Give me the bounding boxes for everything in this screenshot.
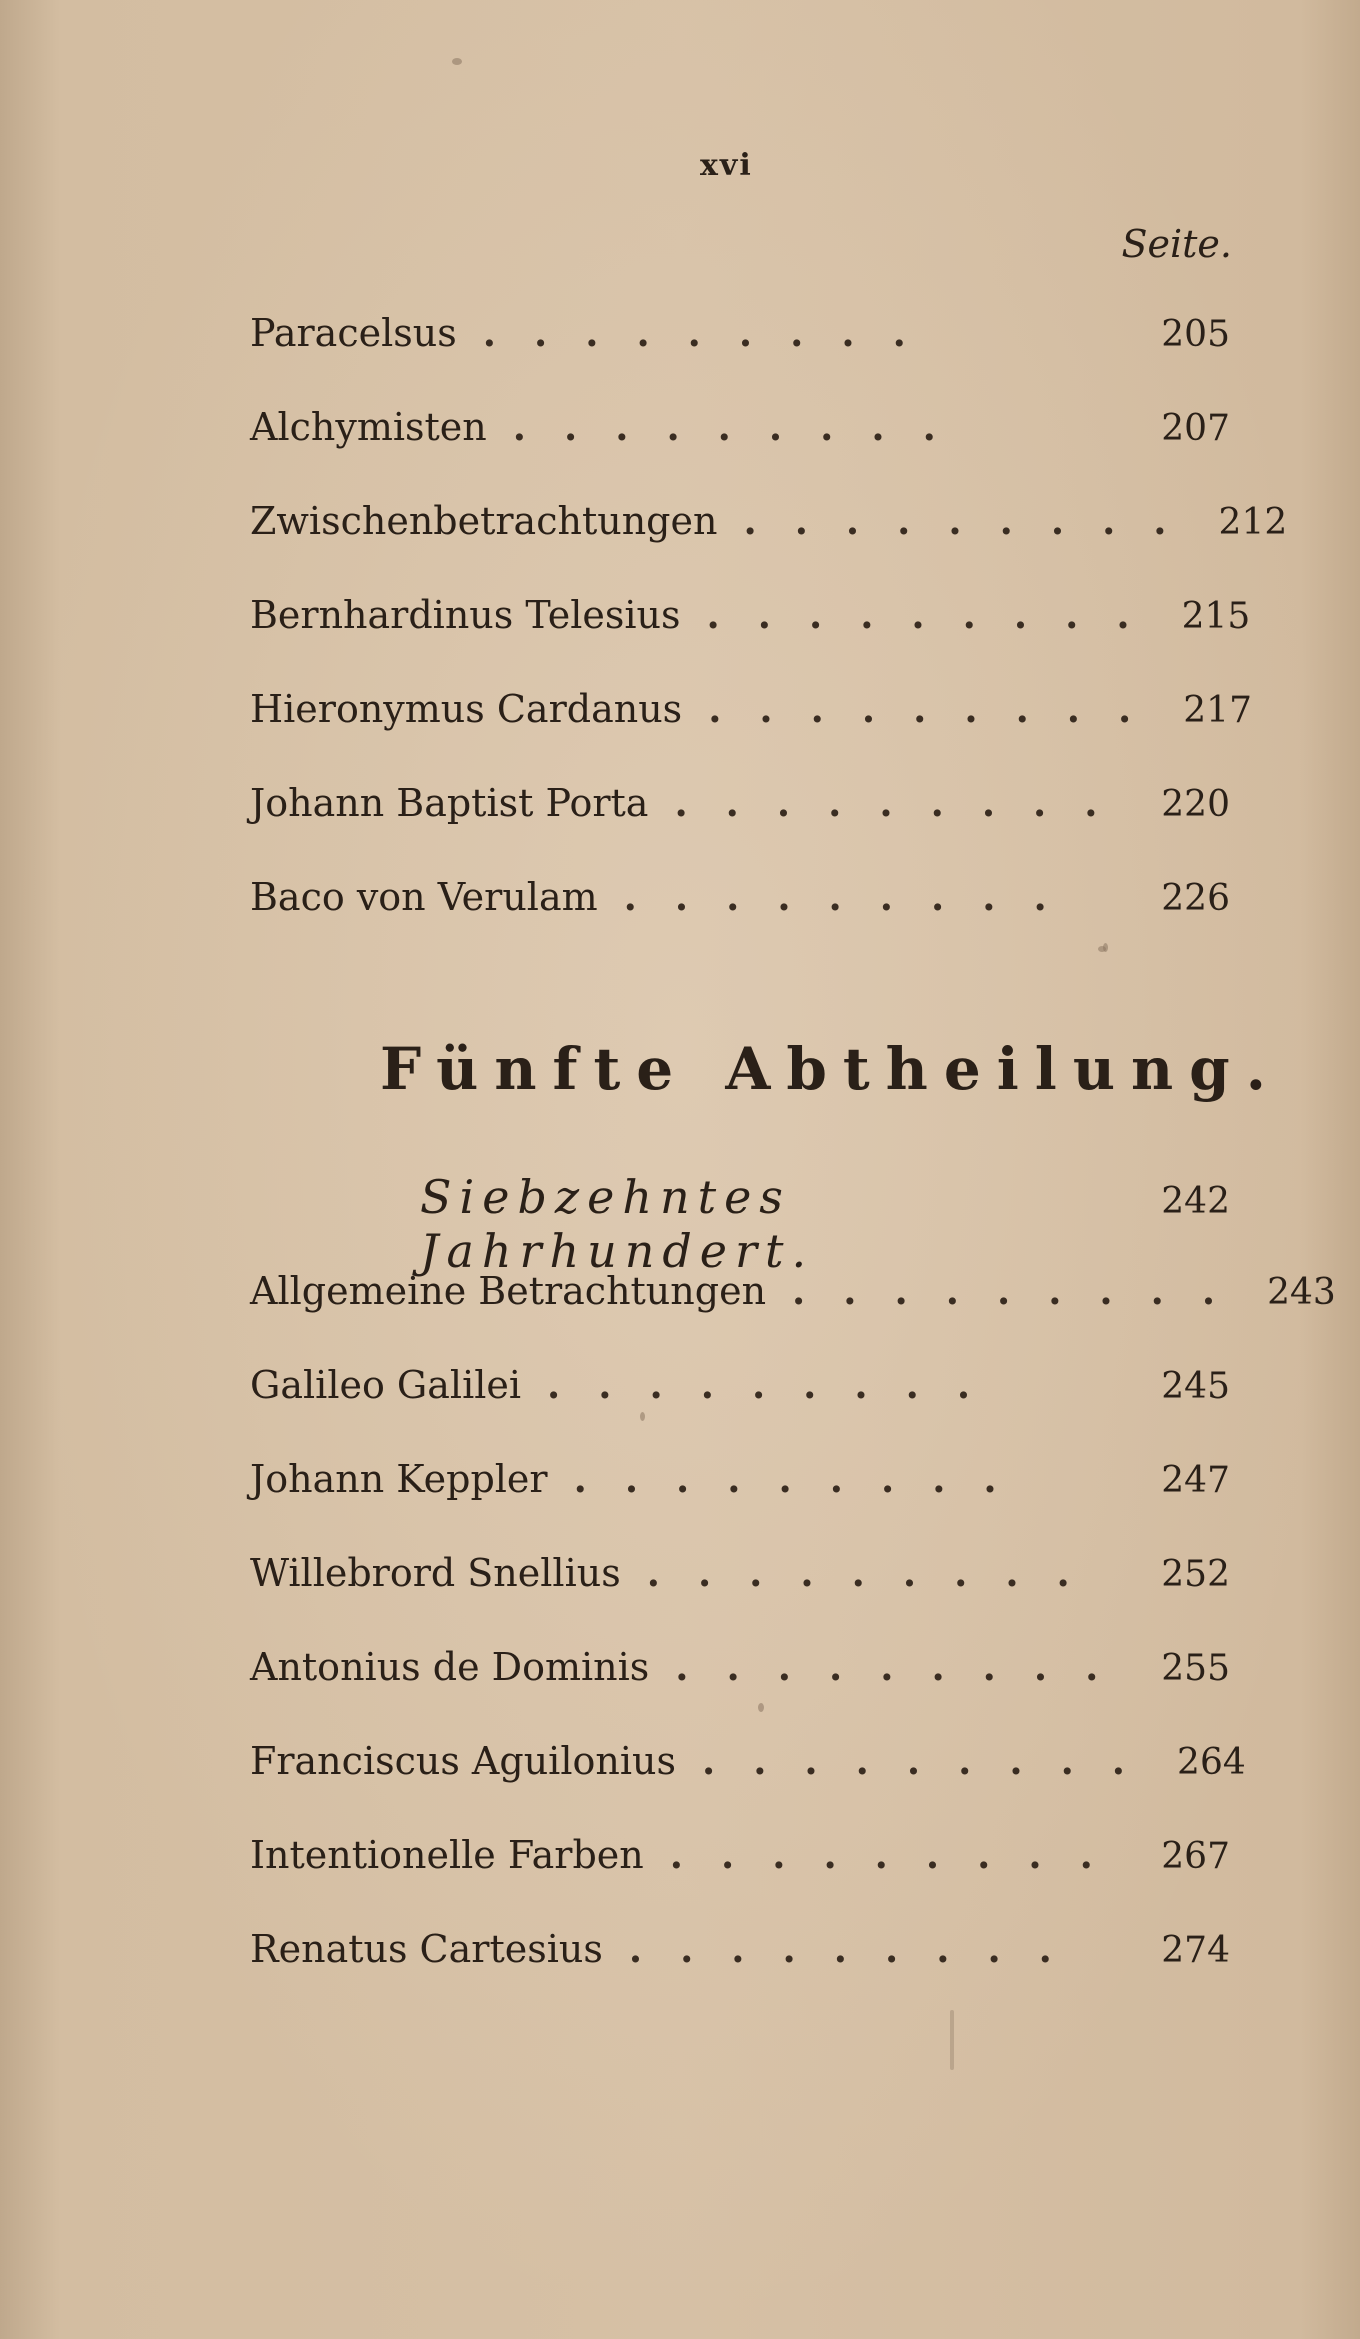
toc-entry [250,1926,1230,1986]
dot-leader: ......... [547,1362,1009,1407]
paper-speck [758,1703,764,1712]
dot-leader: ......... [512,404,974,449]
toc-entry-title: Paracelsus [250,311,457,355]
page-number: xvi [700,148,753,183]
toc-entry-title: Galileo Galilei [250,1363,522,1407]
dot-leader: ......... [669,1832,1131,1877]
dot-leader: ......... [701,1738,1164,1783]
toc-entry-title: Franciscus Aguilonius [250,1739,676,1783]
toc-entry-title: Willebrord Snellius [250,1551,621,1595]
toc-entry-title: Alchymisten [250,405,487,449]
toc-entry [250,1832,1230,1892]
toc-entry-page: 215 [1181,596,1251,637]
toc-entry-page: 212 [1218,502,1288,543]
toc-entry-title: Hieronymus Cardanus [250,687,683,731]
toc-entry-page: 274 [1161,1930,1230,1971]
toc-entry-page: 255 [1161,1648,1230,1689]
toc-entry-page: 245 [1161,1366,1230,1407]
dot-leader: ......... [628,1926,1090,1971]
dot-leader: ......... [674,780,1136,825]
toc-entry [250,592,1251,652]
dot-leader: ......... [623,874,1085,919]
dot-leader: ......... [792,1268,1254,1313]
paper-speck [452,58,462,65]
dot-leader: ......... [743,498,1205,543]
toc-entry [250,1644,1230,1704]
toc-entry [250,1550,1230,1610]
division-heading: Fünfte Abtheilung. [380,1035,1282,1103]
division-subtitle-page: 242 [1161,1181,1230,1222]
toc-entry-title: Antonius de Dominis [250,1645,650,1689]
toc-entry [250,1362,1230,1422]
toc-entry-title: Johann Keppler [250,1457,548,1501]
toc-entry-title: Baco von Verulam [250,875,598,919]
toc-entry-page: 220 [1161,784,1230,825]
toc-entry [250,1268,1336,1328]
toc-entry-page: 217 [1183,690,1252,731]
toc-entry-page: 226 [1161,878,1230,919]
division-subtitle: Siebzehntes Jahrhundert. [420,1170,815,1278]
toc-entry [250,1456,1230,1516]
dot-leader: ......... [708,686,1170,731]
toc-entry-page: 264 [1177,1742,1246,1783]
paper-speck [1103,943,1108,952]
toc-entry-page: 267 [1161,1836,1230,1877]
toc-entry-title: Johann Baptist Porta [250,781,649,825]
toc-entry [250,404,1230,464]
toc-entry-page: 205 [1161,314,1230,355]
dot-leader: ......... [573,1456,1035,1501]
toc-entry-title: Bernhardinus Telesius [250,593,681,637]
toc-entry [250,1738,1246,1798]
toc-entry-title: Zwischenbetrachtungen [250,499,718,543]
toc-entry [250,310,1230,370]
dot-leader: ......... [646,1550,1108,1595]
toc-entry [250,874,1230,934]
toc-entry [250,498,1288,558]
toc-entry-title: Allgemeine Betrachtungen [250,1269,767,1313]
paper-crease [950,2010,954,2070]
dot-leader: ......... [675,1644,1137,1689]
toc-entry [250,780,1230,840]
division-subheading [420,1170,1230,1278]
dot-leader: ......... [706,592,1168,637]
page-column-label: Seite. [1121,222,1232,266]
toc-entry-title: Intentionelle Farben [250,1833,644,1877]
toc-entry-page: 247 [1161,1460,1230,1501]
toc-entry-page: 243 [1267,1272,1336,1313]
toc-entry-title: Renatus Cartesius [250,1927,603,1971]
toc-entry [250,686,1252,746]
dot-leader: ......... [482,310,944,355]
toc-entry-page: 252 [1161,1554,1230,1595]
toc-entry-page: 207 [1161,408,1230,449]
